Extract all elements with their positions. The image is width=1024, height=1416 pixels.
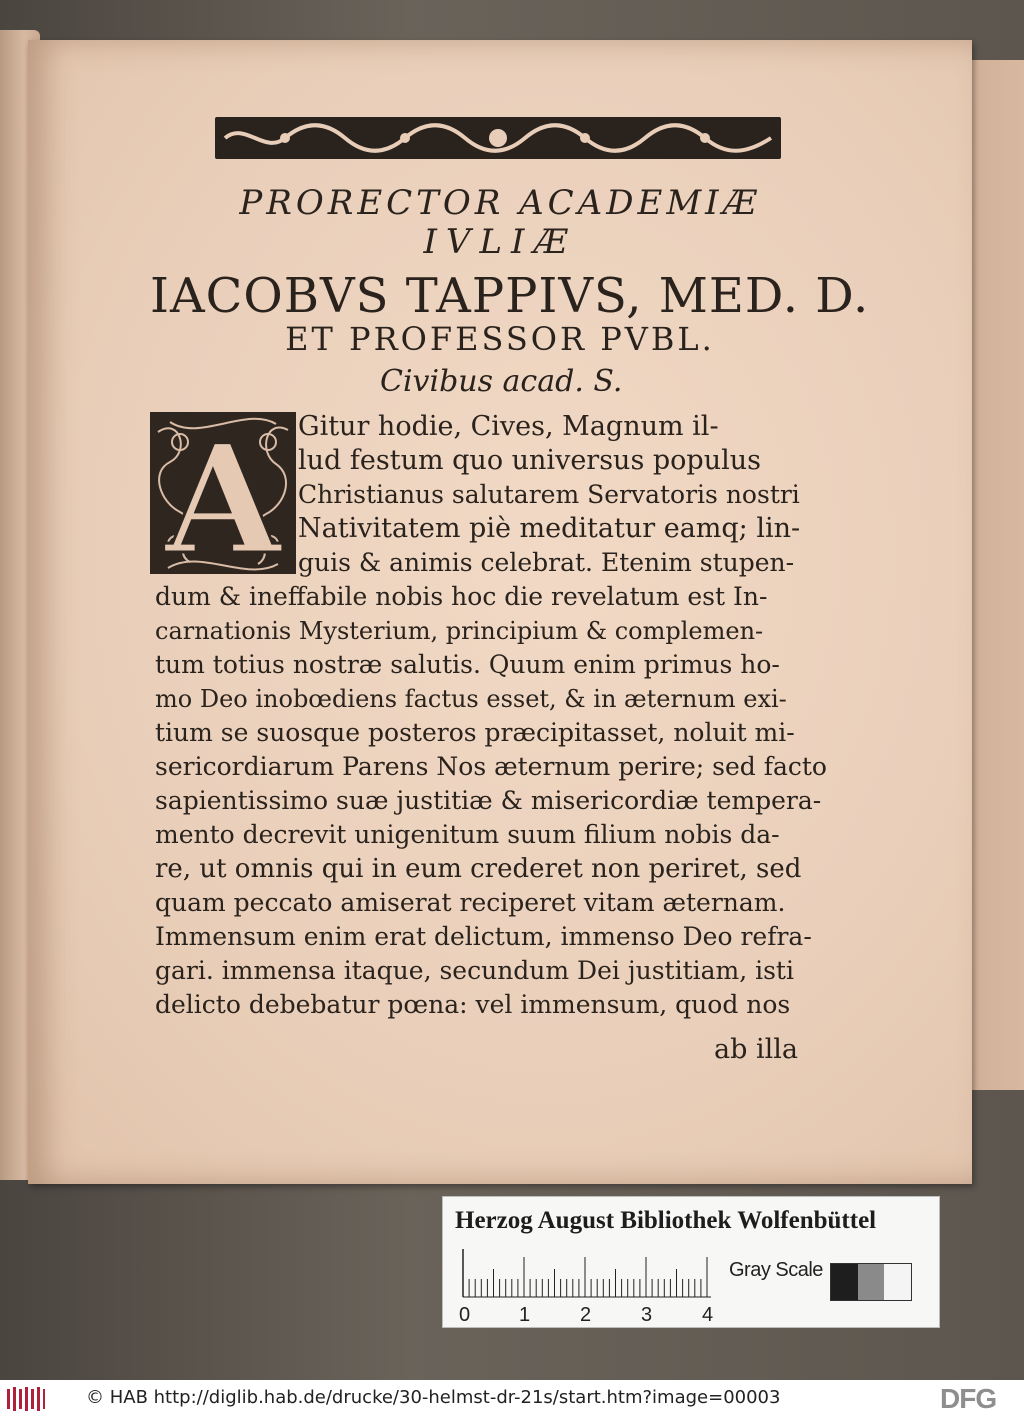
gray-scale-swatches: [830, 1263, 912, 1301]
gray-scale-label: Gray Scale: [729, 1259, 823, 1281]
catchword: ab illa: [714, 1034, 798, 1065]
ruler-number-0: 0: [459, 1304, 471, 1323]
salutation: Civibus acad. S.: [380, 364, 623, 399]
decorated-initial: [150, 412, 296, 574]
body-line: delicto debebatur pœna: vel immensum, quod nos: [155, 990, 791, 1019]
footer-bar: [0, 1380, 1024, 1416]
heading-iuliae: IVLIÆ: [423, 222, 577, 262]
footer-copyright-link[interactable]: © HAB http://diglib.hab.de/drucke/30-helmst-dr-21s/start.htm?image=00003: [86, 1387, 781, 1408]
ruler-number-1: 1: [519, 1304, 531, 1323]
heading-prorector: PRORECTOR ACADEMIÆ: [239, 183, 761, 223]
library-color-label: [442, 1196, 940, 1328]
dropcap-letter: A: [164, 412, 282, 574]
ruler-number-3: 3: [641, 1304, 653, 1323]
body-line: sapientissimo suæ justitiæ & misericordiæ tempera-: [155, 786, 822, 815]
body-line: dum & ineffabile nobis hoc die revelatum est In-: [155, 582, 768, 611]
ornament-headpiece: [215, 117, 781, 159]
body-line: Christianus salutarem Servatoris nostri: [298, 480, 800, 509]
body-line: tium se suosque posteros præcipitasset, noluit mi-: [155, 718, 795, 747]
body-line: mo Deo inobœdiens factus esset, & in æternum exi-: [155, 685, 787, 713]
body-line: sericordiarum Parens Nos æternum perire; sed facto: [155, 752, 827, 781]
body-line: carnationis Mysterium, principium & complemen-: [155, 617, 764, 645]
body-line: gari. immensa itaque, secundum Dei justitiam, isti: [155, 956, 794, 985]
hab-logo-icon: [6, 1386, 46, 1412]
body-line: mento decrevit unigenitum suum filium nobis da-: [155, 820, 780, 849]
swatch-dark: [831, 1264, 858, 1300]
body-line: Immensum enim erat delictum, immenso Deo refra-: [155, 922, 812, 951]
ruler: [459, 1249, 719, 1323]
swatch-light: [884, 1264, 911, 1300]
ruler-number-4: 4: [702, 1304, 714, 1323]
body-line: Nativitatem piè meditatur eamq; lin-: [298, 513, 801, 544]
body-line: Gitur hodie, Cives, Magnum il-: [298, 411, 719, 442]
ruler-number-2: 2: [580, 1304, 592, 1323]
library-name: Herzog August Bibliothek Wolfenbüttel: [455, 1207, 877, 1234]
body-line: lud festum quo universus populus: [298, 445, 761, 476]
heading-professor: ET PROFESSOR PVBL.: [285, 320, 715, 358]
body-line: quam peccato amiserat reciperet vitam æternam.: [155, 888, 786, 917]
dfg-logo: DFG: [940, 1383, 997, 1414]
body-line: guis & animis celebrat. Etenim stupen-: [298, 548, 795, 577]
heading-name: IACOBVS TAPPIVS, MED. D.: [150, 268, 870, 324]
swatch-mid: [858, 1264, 885, 1300]
body-line: tum totius nostræ salutis. Quum enim primus ho-: [155, 650, 780, 679]
body-line: re, ut omnis qui in eum crederet non periret, sed: [155, 854, 802, 884]
